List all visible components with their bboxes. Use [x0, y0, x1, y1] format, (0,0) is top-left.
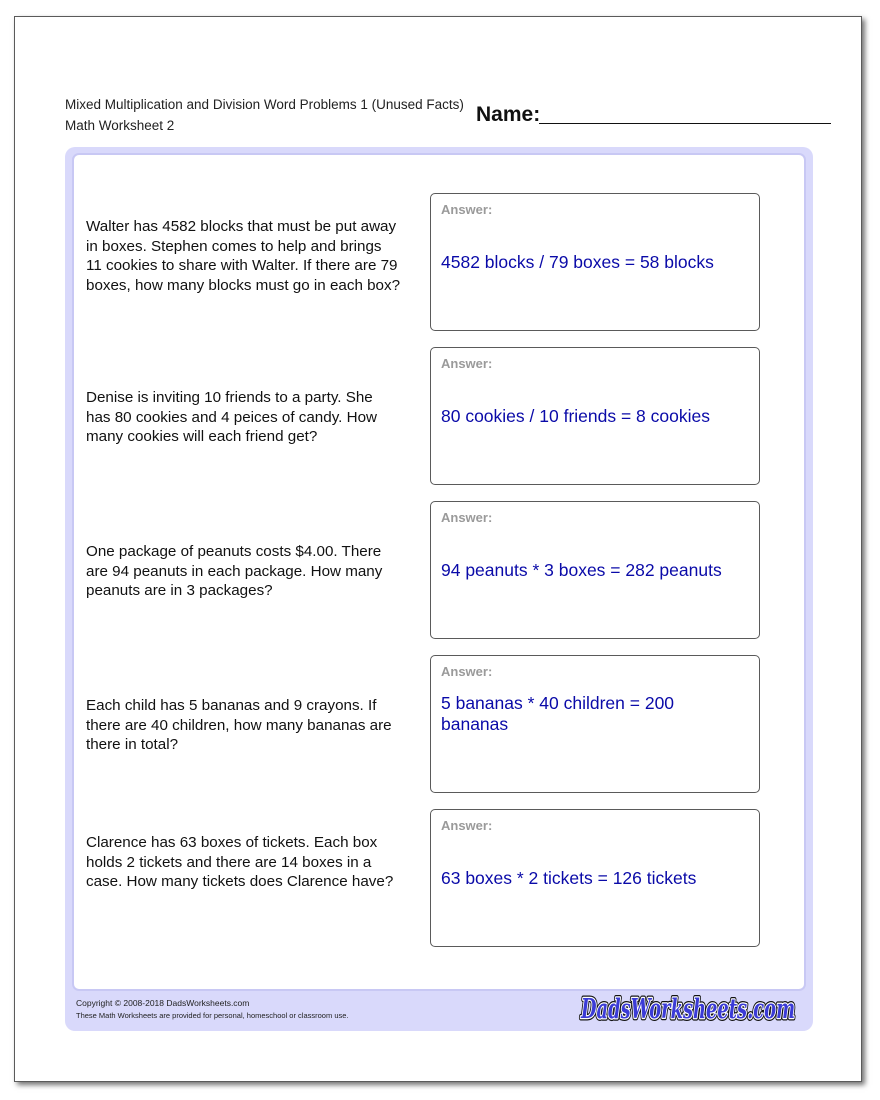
answer-label: Answer:	[441, 510, 493, 525]
name-label: Name:	[476, 103, 541, 126]
problem-row	[74, 501, 804, 641]
svg-text:DadsWorksheets.com: DadsWorksheets.com	[580, 994, 795, 1025]
worksheet-page	[14, 16, 862, 1082]
problems-frame	[65, 147, 813, 1031]
problem-row	[74, 193, 804, 333]
answer-label: Answer:	[441, 202, 493, 217]
problem-question: Walter has 4582 blocks that must be put away in boxes. Stephen comes to help and brings 11 cookies to share with Walter. If there are 79 boxes, how many blocks must go in each box?	[86, 218, 401, 294]
worksheet-title: Mixed Multiplication and Division Word Problems 1 (Unused Facts)	[65, 97, 464, 112]
name-blank-line[interactable]	[539, 123, 831, 124]
answer-box[interactable]	[430, 193, 760, 331]
svg-text:DadsWorksheets.com: DadsWorksheets.com	[580, 994, 795, 1025]
answer-text: 80 cookies / 10 friends = 8 cookies	[441, 406, 710, 426]
answer-text: 94 peanuts * 3 boxes = 282 peanuts	[441, 560, 722, 580]
problem-question: Each child has 5 bananas and 9 crayons. If there are 40 children, how many bananas are there in total?	[86, 697, 392, 753]
problem-question: Clarence has 63 boxes of tickets. Each box holds 2 tickets and there are 14 boxes in a case. How many tickets does Clarence have?	[86, 834, 394, 890]
answer-text: 5 bananas * 40 children = 200 bananas	[441, 693, 675, 734]
answer-text: 4582 blocks / 79 boxes = 58 blocks	[441, 252, 714, 272]
footer-copyright: Copyright © 2008-2018 DadsWorksheets.com	[76, 998, 250, 1008]
svg-text:DadsWorksheets.com: DadsWorksheets.com	[580, 994, 795, 1025]
answer-box[interactable]	[430, 655, 760, 793]
worksheet-subtitle: Math Worksheet 2	[65, 118, 175, 133]
problem-row	[74, 347, 804, 487]
footer-note: These Math Worksheets are provided for personal, homeschool or classroom use.	[76, 1011, 349, 1020]
problem-question: Denise is inviting 10 friends to a party. She has 80 cookies and 4 peices of candy. How many cookies will each friend get?	[86, 389, 377, 445]
answer-label: Answer:	[441, 664, 493, 679]
answer-text: 63 boxes * 2 tickets = 126 tickets	[441, 868, 697, 888]
answer-label: Answer:	[441, 818, 493, 833]
problems-panel	[72, 153, 806, 991]
dadsworksheets-logo	[578, 988, 800, 1028]
answer-label: Answer:	[441, 356, 493, 371]
answer-box[interactable]	[430, 809, 760, 947]
problem-row	[74, 655, 804, 795]
problem-question: One package of peanuts costs $4.00. There are 94 peanuts in each package. How many peanuts are in 3 packages?	[86, 543, 383, 599]
answer-box[interactable]	[430, 501, 760, 639]
answer-box[interactable]	[430, 347, 760, 485]
problem-row	[74, 809, 804, 949]
